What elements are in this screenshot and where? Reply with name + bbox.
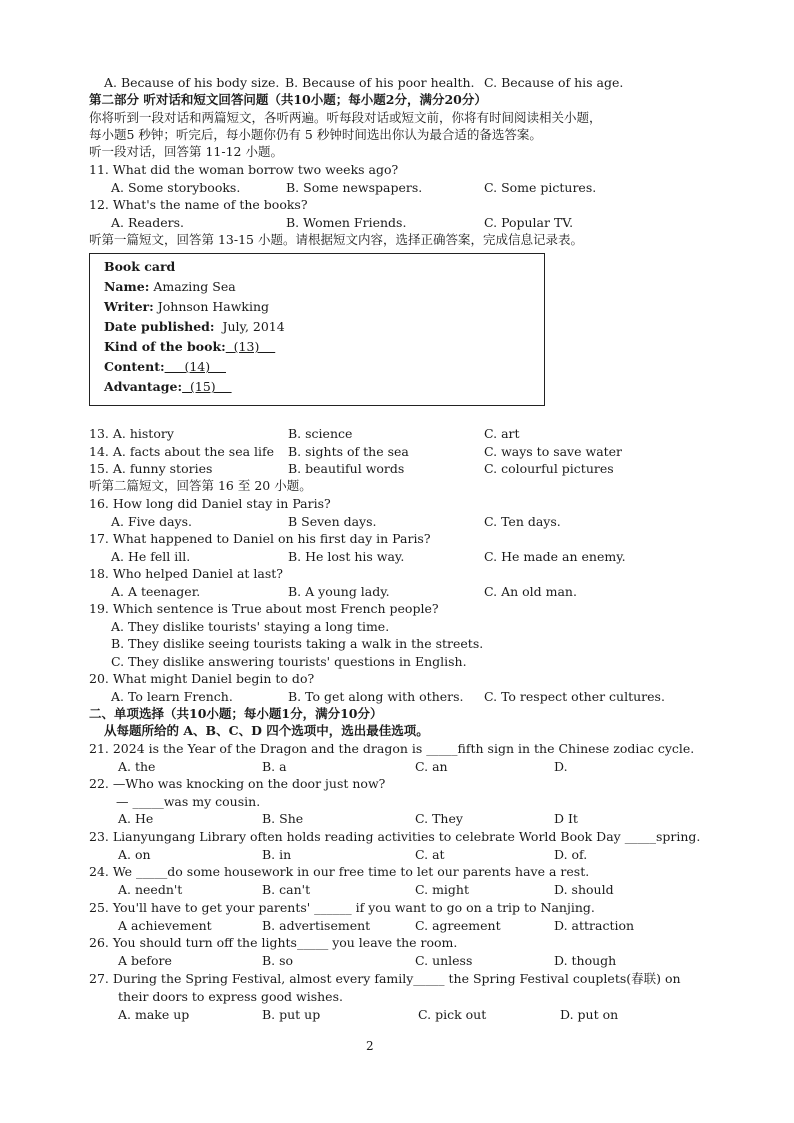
q10-option-b: B. Because of his poor health. bbox=[285, 75, 475, 90]
q12-option-b: B. Women Friends. bbox=[286, 215, 407, 230]
blank-15: (15) bbox=[182, 379, 232, 394]
q21-option-b: B. a bbox=[262, 759, 287, 774]
q20-option-b: B. To get along with others. bbox=[288, 689, 464, 704]
q16-option-a: A. Five days. bbox=[111, 514, 192, 529]
q26-option-a: A before bbox=[118, 953, 172, 968]
q10-option-a: A. Because of his body size. bbox=[104, 75, 280, 90]
q22-option-b: B. She bbox=[262, 811, 304, 826]
q22-option-a: A. He bbox=[118, 811, 154, 826]
q27-option-a: A. make up bbox=[118, 1007, 190, 1022]
q12-option-c: C. Popular TV. bbox=[484, 215, 574, 230]
q22-question: 22. —Who was knocking on the door just now? bbox=[89, 776, 386, 791]
q21-question: 21. 2024 is the Year of the Dragon and the dragon is _____fifth sign in the Chinese zodiac cycle. bbox=[89, 741, 695, 756]
q25-option-d: D. attraction bbox=[554, 918, 635, 933]
book-card-content: Content: (14) bbox=[104, 359, 226, 374]
q16-question: 16. How long did Daniel stay in Paris? bbox=[89, 496, 331, 511]
q16-option-b: B Seven days. bbox=[288, 514, 377, 529]
q18-question: 18. Who helped Daniel at last? bbox=[89, 566, 284, 581]
part2-heading: 第二部分 听对话和短文回答问题（共10小题；每小题2分，满分20分） bbox=[89, 92, 487, 107]
q24-option-a: A. needn't bbox=[118, 882, 183, 897]
q14-option-b: B. sights of the sea bbox=[288, 444, 409, 459]
q13-option-c: C. art bbox=[484, 426, 520, 441]
q21-option-c: C. an bbox=[415, 759, 448, 774]
q19-option-a: A. They dislike tourists' staying a long time. bbox=[111, 619, 390, 634]
q19-option-c: C. They dislike answering tourists' questions in English. bbox=[111, 654, 467, 669]
q15-option-b: B. beautiful words bbox=[288, 461, 405, 476]
q26-option-c: C. unless bbox=[415, 953, 473, 968]
q11-option-c: C. Some pictures. bbox=[484, 180, 597, 195]
q25-option-a: A achievement bbox=[118, 918, 212, 933]
page-number: 2 bbox=[366, 1039, 374, 1053]
q27-option-b: B. put up bbox=[262, 1007, 321, 1022]
q24-option-c: C. might bbox=[415, 882, 469, 897]
q20-option-c: C. To respect other cultures. bbox=[484, 689, 665, 704]
section2-instruction: 从每题所给的 A、B、C、D 四个选项中，选出最佳选项。 bbox=[104, 723, 429, 738]
q17-question: 17. What happened to Daniel on his first day in Paris? bbox=[89, 531, 431, 546]
q14-option-a: 14. A. facts about the sea life bbox=[89, 444, 275, 459]
q20-option-a: A. To learn French. bbox=[111, 689, 233, 704]
q23-option-b: B. in bbox=[262, 847, 292, 862]
part2-instruction-1: 你将听到一段对话和两篇短文，各听两遍。听每段对话或短文前，你将有时间阅读相关小题， bbox=[89, 110, 602, 125]
part2-instruction-5: 听第二篇短文，回答第 16 至 20 小题。 bbox=[89, 478, 312, 493]
q27-option-d: D. put on bbox=[560, 1007, 619, 1022]
q19-question: 19. Which sentence is True about most French people? bbox=[89, 601, 439, 616]
q23-question: 23. Lianyungang Library often holds reading activities to celebrate World Book Day _____spring. bbox=[89, 829, 701, 844]
q24-option-b: B. can't bbox=[262, 882, 311, 897]
q15-option-a: 15. A. funny stories bbox=[89, 461, 213, 476]
q24-option-d: D. should bbox=[554, 882, 614, 897]
book-card-kind: Kind of the book: (13) bbox=[104, 339, 276, 354]
q22-question-line2: — _____was my cousin. bbox=[116, 794, 261, 809]
book-card-name: Name: Amazing Sea bbox=[104, 279, 236, 294]
q21-option-a: A. the bbox=[118, 759, 156, 774]
q25-option-b: B. advertisement bbox=[262, 918, 371, 933]
q17-option-a: A. He fell ill. bbox=[111, 549, 191, 564]
q24-question: 24. We _____do some housework in our free time to let our parents have a rest. bbox=[89, 864, 590, 879]
q17-option-c: C. He made an enemy. bbox=[484, 549, 626, 564]
q13-option-b: B. science bbox=[288, 426, 353, 441]
blank-13: (13) bbox=[225, 339, 276, 354]
book-card-writer: Writer: Johnson Hawking bbox=[104, 299, 270, 314]
book-card-advantage: Advantage: (15) bbox=[104, 379, 232, 394]
q12-question: 12. What's the name of the books? bbox=[89, 197, 308, 212]
q22-option-d: D It bbox=[554, 811, 578, 826]
q14-option-c: C. ways to save water bbox=[484, 444, 623, 459]
q23-option-d: D. of. bbox=[554, 847, 588, 862]
q26-option-d: D. though bbox=[554, 953, 617, 968]
q16-option-c: C. Ten days. bbox=[484, 514, 561, 529]
q27-question-line2: their doors to express good wishes. bbox=[118, 989, 343, 1004]
q15-option-c: C. colourful pictures bbox=[484, 461, 614, 476]
q12-option-a: A. Readers. bbox=[111, 215, 184, 230]
q10-option-c: C. Because of his age. bbox=[484, 75, 624, 90]
q18-option-b: B. A young lady. bbox=[288, 584, 390, 599]
q27-question: 27. During the Spring Festival, almost every family_____ the Spring Festival couplets(春联) on bbox=[89, 971, 681, 986]
part2-instruction-4: 听第一篇短文，回答第 13-15 小题。请根据短文内容，选择正确答案，完成信息记录表。 bbox=[89, 232, 583, 247]
q23-option-a: A. on bbox=[118, 847, 151, 862]
section2-heading: 二、单项选择（共10小题；每小题1分，满分10分） bbox=[89, 706, 383, 721]
q18-option-a: A. A teenager. bbox=[111, 584, 201, 599]
q18-option-c: C. An old man. bbox=[484, 584, 577, 599]
q21-option-d: D. bbox=[554, 759, 568, 774]
part2-instruction-2: 每小题5 秒钟；听完后，每小题你仍有 5 秒钟时间选出你认为最合适的备选答案。 bbox=[89, 127, 542, 142]
q17-option-b: B. He lost his way. bbox=[288, 549, 405, 564]
q27-option-c: C. pick out bbox=[418, 1007, 487, 1022]
part2-instruction-3: 听一段对话，回答第 11-12 小题。 bbox=[89, 144, 283, 159]
book-card-date: Date published: July, 2014 bbox=[104, 319, 285, 334]
book-card bbox=[89, 253, 545, 406]
q11-option-b: B. Some newspapers. bbox=[286, 180, 423, 195]
blank-14: (14) bbox=[164, 359, 226, 374]
q11-question: 11. What did the woman borrow two weeks ago? bbox=[89, 162, 399, 177]
q25-option-c: C. agreement bbox=[415, 918, 501, 933]
q26-option-b: B. so bbox=[262, 953, 294, 968]
q22-option-c: C. They bbox=[415, 811, 463, 826]
q26-question: 26. You should turn off the lights_____ you leave the room. bbox=[89, 935, 458, 950]
q23-option-c: C. at bbox=[415, 847, 445, 862]
book-card-title: Book card bbox=[104, 259, 176, 274]
q11-option-a: A. Some storybooks. bbox=[111, 180, 241, 195]
q19-option-b: B. They dislike seeing tourists taking a walk in the streets. bbox=[111, 636, 484, 651]
q25-question: 25. You'll have to get your parents' ______ if you want to go on a trip to Nanjing. bbox=[89, 900, 595, 915]
q13-option-a: 13. A. history bbox=[89, 426, 174, 441]
q20-question: 20. What might Daniel begin to do? bbox=[89, 671, 315, 686]
